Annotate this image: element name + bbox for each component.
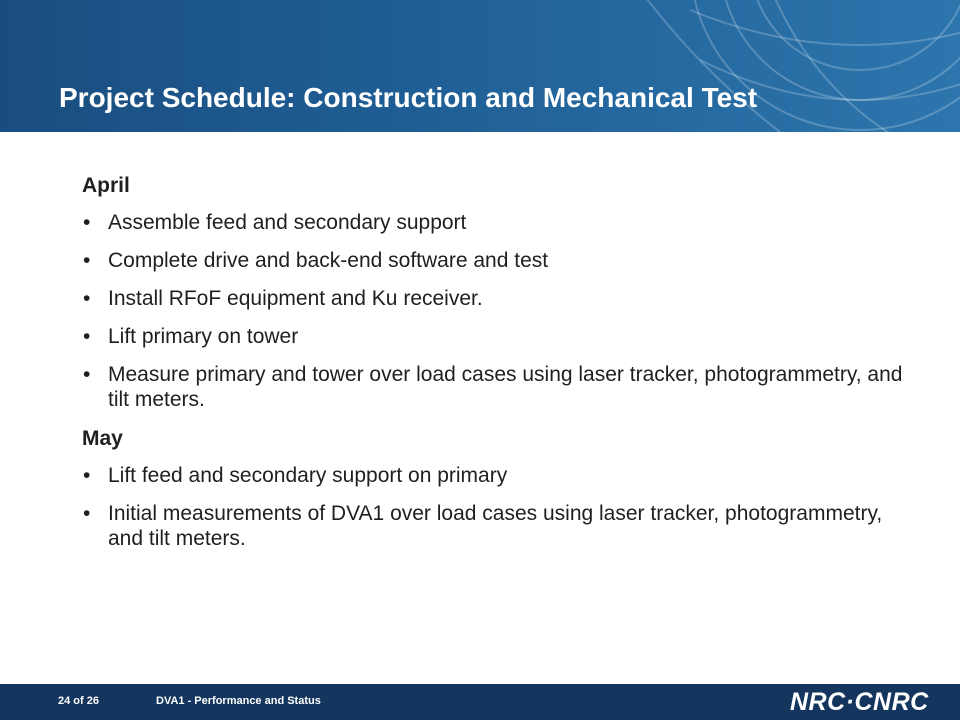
section-heading: May <box>82 427 123 450</box>
list-item <box>82 248 922 273</box>
list-item <box>82 210 922 235</box>
list-item-text: Measure primary and tower over load cases using laser tracker, photogrammetry, and tilt meters. <box>108 363 903 411</box>
bullet-icon: • <box>83 249 91 272</box>
list-item <box>82 362 922 412</box>
bullet-icon: • <box>83 363 91 386</box>
list-item <box>82 324 922 349</box>
list-item-text: Assemble feed and secondary support <box>108 211 467 234</box>
bullet-icon: • <box>83 502 91 525</box>
slide-title: Project Schedule: Construction and Mechanical Test <box>59 82 758 113</box>
bullet-icon: • <box>83 211 91 234</box>
list-item-text: Install RFoF equipment and Ku receiver. <box>108 287 483 310</box>
page-number: 24 of 26 <box>58 695 99 707</box>
section-april <box>82 172 922 412</box>
list-item <box>82 286 922 311</box>
bullet-icon: • <box>83 464 91 487</box>
bullet-list <box>82 463 922 551</box>
list-item-text: Lift primary on tower <box>108 325 299 348</box>
list-item-text: Lift feed and secondary support on primary <box>108 464 508 487</box>
list-item-text: Complete drive and back-end software and test <box>108 249 549 272</box>
bullet-icon: • <box>83 287 91 310</box>
bullet-icon: • <box>83 325 91 348</box>
section-may <box>82 425 922 551</box>
slide-footer <box>0 684 960 720</box>
bullet-list <box>82 210 922 412</box>
section-heading: April <box>82 174 130 197</box>
footer-caption: DVA1 - Performance and Status <box>156 695 321 707</box>
slide-body <box>82 172 922 564</box>
list-item <box>82 463 922 488</box>
list-item <box>82 501 922 551</box>
nrc-cnrc-logo: NRC·CNRC <box>790 688 929 716</box>
slide-header <box>0 0 960 132</box>
list-item-text: Initial measurements of DVA1 over load cases using laser tracker, photogrammetry, and tilt meters. <box>108 502 883 550</box>
